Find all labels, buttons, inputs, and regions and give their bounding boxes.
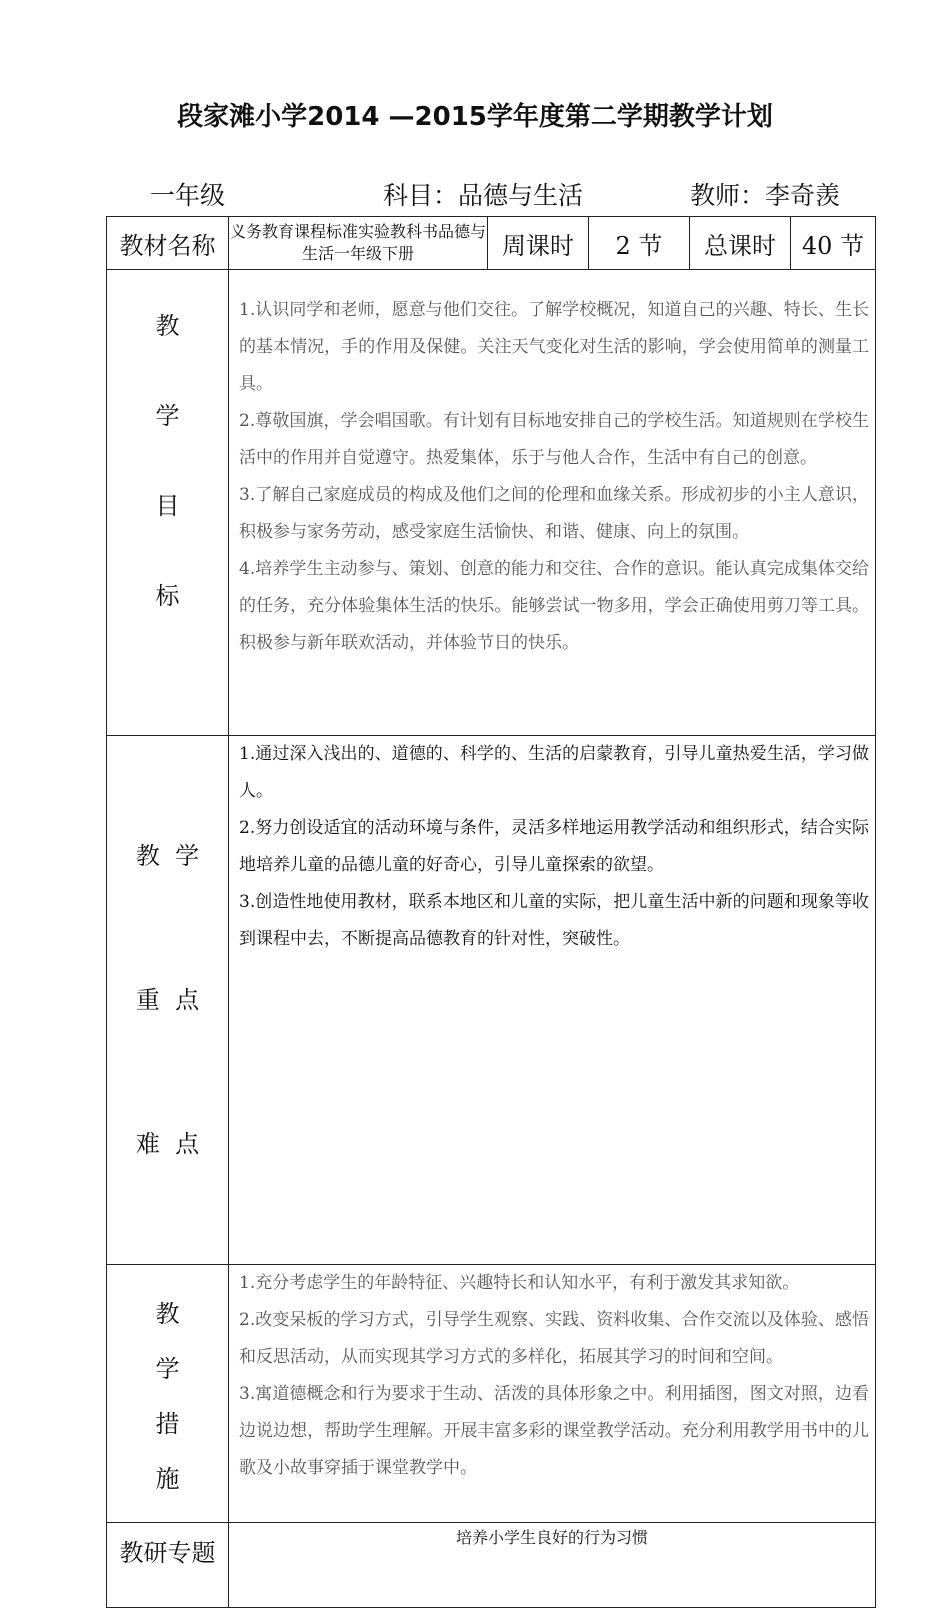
goal-item: 1.认识同学和老师，愿意与他们交往。了解学校概况，知道自己的兴趣、特长、生长的基本情况，手的作用及保健。关注天气变化对生活的影响，学会使用简单的测量工具。 [239, 300, 869, 394]
research-label: 教研专题 [107, 1523, 229, 1608]
goal-item: 3.了解自己家庭成员的构成及他们之间的伦理和血缘关系。形成初步的小主人意识，积极参与家务劳动，感受家庭生活愉快、和谐、健康、向上的氛围。 [239, 485, 869, 542]
goals-label-char: 标 [155, 582, 180, 610]
grade-text: 一年级 [150, 181, 226, 210]
keypoints-row [107, 736, 876, 1265]
subject-text: 科目：品德与生活 [383, 181, 584, 210]
total-hours-label: 总课时 [690, 217, 791, 270]
keypoint-item: 2.努力创设适宜的活动环境与条件，灵活多样地运用教学活动和组织形式，结合实际地培养儿童的品德儿童的好奇心，引导儿童探索的欲望。 [239, 818, 869, 875]
goals-content [229, 270, 876, 736]
research-row [107, 1523, 876, 1608]
teacher-text: 教师：李奇羡 [690, 181, 841, 210]
goals-label-char: 教 [155, 312, 180, 340]
plan-table [106, 216, 876, 1608]
measure-item: 3.寓道德概念和行为要求于生动、活泼的具体形象之中。利用插图，图文对照，边看边说边想，帮助学生理解。开展丰富多彩的课堂教学活动。充分利用教学用书中的儿歌及小故事穿插于课堂教学中。 [239, 1384, 869, 1478]
book-label: 教材名称 [107, 217, 229, 270]
weekly-hours-value: 2 节 [589, 217, 690, 270]
goal-item: 4.培养学生主动参与、策划、创意的能力和交往、合作的意识。能认真完成集体交给的任务，充分体验集体生活的快乐。能够尝试一物多用，学会正确使用剪刀等工具。积极参与新年联欢活动，并体验节日的快乐。 [239, 559, 869, 653]
goals-label [107, 270, 229, 736]
goals-label-char: 学 [155, 402, 180, 430]
keypoints-label-line: 重 点 [135, 986, 200, 1014]
keypoint-item: 1.通过深入浅出的、道德的、科学的、生活的启蒙教育，引导儿童热爱生活，学习做人。 [239, 744, 869, 801]
measure-item: 1.充分考虑学生的年龄特征、兴趣特长和认知水平，有利于激发其求知欲。 [239, 1273, 800, 1293]
measures-label-char: 施 [155, 1464, 180, 1493]
measures-label-char: 措 [155, 1409, 180, 1438]
weekly-hours-label: 周课时 [488, 217, 589, 270]
keypoints-label-line: 难 点 [135, 1130, 200, 1158]
keypoint-item: 3.创造性地使用教材，联系本地区和儿童的实际，把儿童生活中新的问题和现象等收到课程中去，不断提高品德教育的针对性，突破性。 [239, 892, 869, 949]
header-row [107, 217, 876, 270]
keypoints-label [107, 736, 229, 1265]
measures-label [107, 1265, 229, 1523]
keypoints-content [229, 736, 876, 1265]
measures-row [107, 1265, 876, 1523]
page-title: 段家滩小学2014 —2015学年度第二学期教学计划 [177, 102, 773, 132]
measures-label-char: 学 [155, 1354, 180, 1383]
measures-content [229, 1265, 876, 1523]
measures-label-char: 教 [155, 1299, 180, 1328]
measure-item: 2.改变呆板的学习方式，引导学生观察、实践、资料收集、合作交流以及体验、感悟和反思活动，从而实现其学习方式的多样化，拓展其学习的时间和空间。 [239, 1310, 869, 1367]
goals-label-char: 目 [155, 492, 180, 520]
keypoints-label-line: 教 学 [135, 842, 200, 870]
research-topic: 培养小学生良好的行为习惯 [229, 1523, 876, 1608]
goal-item: 2.尊敬国旗，学会唱国歌。有计划有目标地安排自己的学校生活。知道规则在学校生活中的作用并自觉遵守。热爱集体，乐于与他人合作，生活中有自己的创意。 [239, 411, 869, 468]
book-value: 义务教育课程标准实验教科书品德与生活一年级下册 [229, 217, 488, 270]
total-hours-value: 40 节 [791, 217, 876, 270]
goals-row [107, 270, 876, 736]
